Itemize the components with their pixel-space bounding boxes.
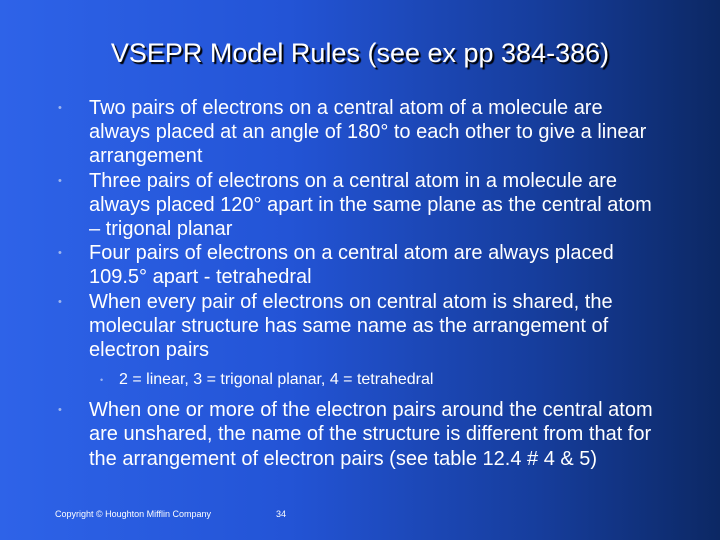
- bullet-marker: •: [58, 247, 62, 260]
- bullet-item: [58, 290, 668, 363]
- footer-copyright: Copyright © Houghton Mifflin Company: [55, 509, 212, 519]
- bullet-marker: •: [58, 102, 62, 114]
- bullet-text: When one or more of the electron pairs around the central atom are unshared, the name of the structure is different from that for the arrangement of electron pairs (see table 12.4 # 4 & 5): [89, 399, 653, 470]
- bullet-text: Two pairs of electrons on a central atom of a molecule are always placed at an angle of 180° to each other to give a linear arrangement: [89, 97, 647, 168]
- bullet-marker: •: [58, 404, 62, 417]
- bullet-item: [58, 241, 668, 289]
- bullet-marker: •: [100, 375, 104, 386]
- sub-bullet-text: 2 = linear, 3 = trigonal planar, 4 = tetrahedral: [119, 371, 434, 389]
- bullet-item: [58, 398, 668, 471]
- bullet-marker: •: [58, 295, 62, 308]
- bullet-text: Three pairs of electrons on a central atom in a molecule are always placed 120° apart in the same plane as the central atom – trigonal planar: [89, 169, 652, 241]
- bullet-text: When every pair of electrons on central atom is shared, the molecular structure has same name as the arrangement of electron pairs: [89, 290, 613, 362]
- bullet-list: [58, 96, 668, 471]
- slide-title: VSEPR Model Rules (see ex pp 384-386): [110, 38, 610, 68]
- bullet-item: [58, 169, 668, 242]
- bullet-text: Four pairs of electrons on a central atom are always placed 109.5° apart - tetrahedral: [89, 242, 614, 289]
- sub-bullet-item: [100, 370, 668, 390]
- bullet-item: [58, 96, 668, 169]
- footer-page-number: 34: [276, 509, 287, 519]
- bullet-marker: •: [58, 174, 62, 187]
